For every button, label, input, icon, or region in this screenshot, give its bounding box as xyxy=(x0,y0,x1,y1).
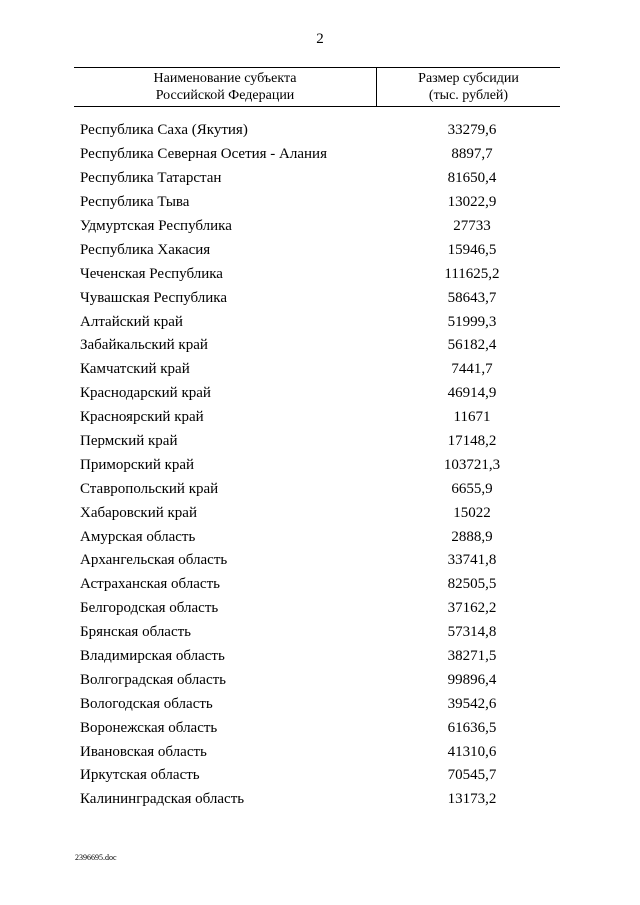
subsidy-amount: 81650,4 xyxy=(447,170,497,187)
subject-name: Краснодарский край xyxy=(80,385,211,402)
table-row xyxy=(80,501,560,525)
table-row xyxy=(80,286,560,310)
table-row xyxy=(80,668,560,692)
subject-name: Камчатский край xyxy=(80,361,190,378)
subject-name: Чеченская Республика xyxy=(80,265,223,282)
subject-name: Белгородская область xyxy=(80,600,219,617)
subject-name: Архангельская область xyxy=(80,552,228,569)
table-row xyxy=(80,119,560,143)
subsidy-amount: 13173,2 xyxy=(447,791,497,808)
subsidy-amount: 2888,9 xyxy=(451,528,493,545)
table-row xyxy=(80,238,560,262)
subsidy-amount: 33279,6 xyxy=(447,122,497,139)
table-row xyxy=(80,764,560,788)
subject-name: Вологодская область xyxy=(80,695,213,712)
subsidy-amount: 17148,2 xyxy=(447,433,497,450)
subject-name: Удмуртская Республика xyxy=(80,218,232,234)
subject-name: Приморский край xyxy=(80,456,195,473)
document-filename: 2396695.doc xyxy=(75,853,117,862)
subject-name: Чувашская Республика xyxy=(80,289,228,306)
subsidy-amount: 51999,3 xyxy=(447,313,497,330)
subject-name: Хабаровский край xyxy=(80,504,197,521)
subsidy-amount: 38271,5 xyxy=(447,648,497,665)
table-row xyxy=(80,621,560,645)
table-body xyxy=(80,119,560,812)
table-row xyxy=(80,215,560,239)
subject-name: Ивановская область xyxy=(80,743,207,760)
subsidy-amount: 11671 xyxy=(453,409,491,426)
subject-name: Алтайский край xyxy=(80,313,183,330)
subsidy-amount: 7441,7 xyxy=(451,361,493,378)
table-row xyxy=(80,573,560,597)
subsidy-amount: 111625,2 xyxy=(444,265,500,282)
subject-name: Республика Северная Осетия - Алания xyxy=(80,146,327,163)
subsidy-amount: 70545,7 xyxy=(447,767,497,784)
table-row xyxy=(80,788,560,812)
table-row xyxy=(80,525,560,549)
subsidy-amount: 41310,6 xyxy=(447,743,497,760)
table-row xyxy=(80,262,560,286)
subsidy-amount: 15022 xyxy=(453,504,491,521)
table-row xyxy=(80,740,560,764)
subject-name: Воронежская область xyxy=(80,719,218,736)
table-row xyxy=(80,716,560,740)
table-row xyxy=(80,143,560,167)
table-row xyxy=(80,334,560,358)
subject-name: Красноярский край xyxy=(80,409,204,426)
subsidy-amount: 37162,2 xyxy=(447,600,497,617)
subsidy-amount: 58643,7 xyxy=(447,289,497,306)
table-row xyxy=(80,597,560,621)
subject-name: Республика Хакасия xyxy=(80,241,211,258)
subject-name: Брянская область xyxy=(80,624,192,641)
table-row xyxy=(80,382,560,406)
table-row xyxy=(80,692,560,716)
subject-name: Забайкальский край xyxy=(80,337,208,354)
table-row xyxy=(80,406,560,430)
table-row xyxy=(80,191,560,215)
subject-name: Республика Татарстан xyxy=(80,170,222,187)
table-row xyxy=(80,310,560,334)
subsidy-amount: 39542,6 xyxy=(447,695,497,712)
subject-name: Иркутская область xyxy=(80,767,200,784)
subject-name: Пермский край xyxy=(80,433,178,450)
subject-name: Республика Тыва xyxy=(80,194,190,211)
subject-name: Астраханская область xyxy=(80,576,220,593)
subject-name: Калининградская область xyxy=(80,791,245,808)
table-row xyxy=(80,167,560,191)
table-header xyxy=(74,67,560,107)
subsidy-amount: 56182,4 xyxy=(447,337,497,354)
page-number: 2 xyxy=(316,31,324,47)
subsidy-amount: 99896,4 xyxy=(447,671,497,688)
subsidy-amount: 15946,5 xyxy=(447,241,497,258)
subsidy-amount: 61636,5 xyxy=(447,719,497,736)
subsidy-amount: 82505,5 xyxy=(447,576,497,593)
subject-name: Ставропольский край xyxy=(80,480,219,497)
subsidy-amount: 6655,9 xyxy=(451,480,493,497)
subsidy-amount: 57314,8 xyxy=(447,624,497,641)
subject-name: Владимирская область xyxy=(80,648,225,665)
column-header-subject-name: Наименование субъекта Российской Федерации xyxy=(74,68,377,106)
subsidy-amount: 8897,7 xyxy=(451,146,493,163)
table-row xyxy=(80,358,560,382)
subject-name: Республика Саха (Якутия) xyxy=(80,122,248,139)
table-row xyxy=(80,477,560,501)
subsidy-amount: 103721,3 xyxy=(443,456,501,473)
table-row xyxy=(80,645,560,669)
subject-name: Амурская область xyxy=(80,528,196,545)
table-row xyxy=(80,453,560,477)
subsidy-amount: 33741,8 xyxy=(447,552,497,569)
column-header-subsidy-amount: Размер субсидии (тыс. рублей) xyxy=(418,71,519,103)
table-row xyxy=(80,549,560,573)
subsidy-amount: 46914,9 xyxy=(447,385,497,402)
subsidy-amount: 13022,9 xyxy=(447,194,497,211)
subsidy-amount: 27733 xyxy=(453,218,491,234)
subject-name: Волгоградская область xyxy=(80,671,226,688)
table-row xyxy=(80,430,560,454)
